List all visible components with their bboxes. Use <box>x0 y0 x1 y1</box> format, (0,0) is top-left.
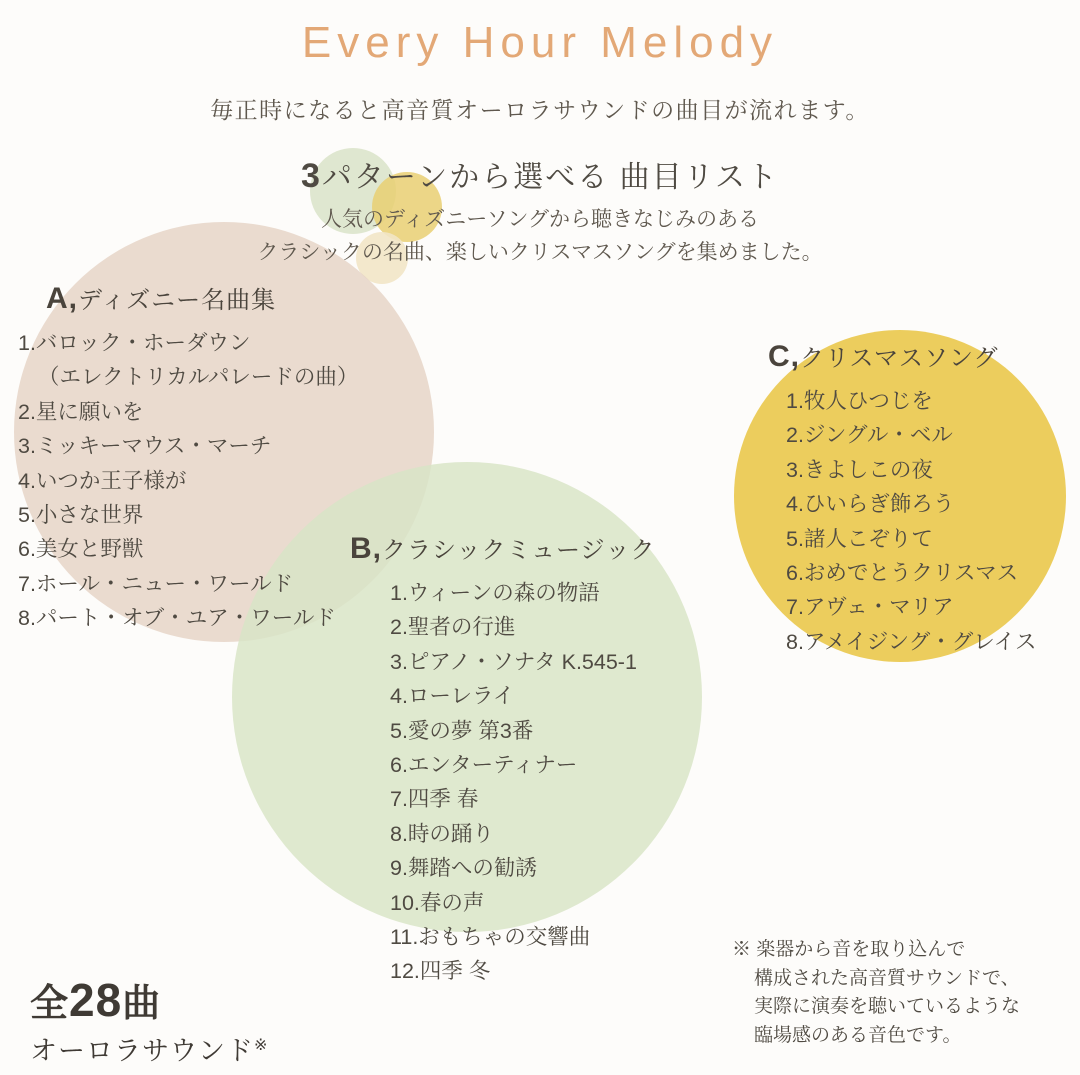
list-item: 12.四季 冬 <box>390 959 491 984</box>
section-title-number: 3 <box>300 157 322 195</box>
total-sound-label <box>30 1029 268 1068</box>
list-item: 8.パート・オブ・ユア・ワールド <box>18 606 336 631</box>
list-item: 11.おもちゃの交響曲 <box>390 924 591 949</box>
list-item: 5.小さな世界 <box>18 502 144 527</box>
total-prefix: 全 <box>30 983 70 1025</box>
page-title: Every Hour Melody <box>301 18 779 67</box>
list-item: 7.ホール・ニュー・ワールド <box>18 571 294 596</box>
list-item: 4.ひいらぎ飾ろう <box>786 492 955 517</box>
group-a-list <box>18 326 358 636</box>
list-item: 8.時の踊り <box>390 821 494 846</box>
footnote <box>732 936 1062 1050</box>
group-b <box>350 530 656 989</box>
list-item: 4.いつか王子様が <box>18 468 187 493</box>
section-title <box>0 152 1080 196</box>
list-item: 3.ミッキーマウス・マーチ <box>18 434 272 459</box>
list-item: 2.聖者の行進 <box>390 615 516 640</box>
group-c-title: クリスマスソング <box>800 345 999 372</box>
list-item: 9.舞踏への勧誘 <box>390 856 537 881</box>
list-item: 10.春の声 <box>390 890 485 915</box>
footnote-line: 実際に演奏を聴いているような <box>754 996 1021 1017</box>
list-item: 1.バロック・ホーダウン <box>18 331 251 355</box>
group-b-letter: B, <box>350 532 382 565</box>
list-item: 5.諸人こぞりて <box>786 526 933 551</box>
page-subtitle: 毎正時になると高音質オーロラサウンドの曲目が流れます。 <box>210 97 870 123</box>
asterisk-mark: ※ <box>254 1037 269 1054</box>
footnote-line: 臨場感のある音色です。 <box>754 1024 962 1046</box>
group-c <box>768 338 1036 659</box>
list-item: 1.牧人ひつじを <box>786 389 933 413</box>
lead-line-2: クラシックの名曲、楽しいクリスマスソングを集めました。 <box>257 240 823 264</box>
list-item: 6.エンターティナー <box>390 752 578 777</box>
group-c-letter: C, <box>768 340 800 373</box>
footnote-line: 構成された高音質サウンドで、 <box>754 967 1020 989</box>
total-number: 28 <box>69 974 123 1026</box>
group-c-list <box>768 384 1036 659</box>
footnote-line: ※ 楽器から音を取り込んで <box>732 939 966 960</box>
list-item: 6.美女と野獣 <box>18 537 144 562</box>
group-b-list <box>350 576 656 989</box>
list-item: （エレクトリカルパレードの曲） <box>38 365 359 390</box>
lead-line-1: 人気のディズニーソングから聴きなじみのある <box>320 208 760 231</box>
total-count-line <box>30 972 268 1027</box>
list-item: 2.星に願いを <box>18 399 144 424</box>
list-item: 5.愛の夢 第3番 <box>390 718 534 743</box>
list-item: 1.ウィーンの森の物語 <box>390 581 600 605</box>
list-item: 6.おめでとうクリスマス <box>786 560 1019 585</box>
group-a-letter: A, <box>46 282 78 315</box>
list-item: 7.四季 春 <box>390 787 479 812</box>
total-sound-text: オーロラサウンド <box>30 1036 254 1066</box>
list-item: 3.きよしこの夜 <box>786 457 933 482</box>
list-item: 2.ジングル・ベル <box>786 423 953 448</box>
list-item: 3.ピアノ・ソナタ K.545-1 <box>390 649 637 674</box>
list-item: 8.アメイジング・グレイス <box>786 629 1037 654</box>
group-b-title: クラシックミュージック <box>382 537 656 564</box>
section-title-text: パターンから選べる 曲目リスト <box>321 161 780 194</box>
group-b-heading <box>350 530 656 566</box>
group-a-heading <box>18 280 358 316</box>
total-suffix: 曲 <box>122 983 162 1025</box>
total-count <box>30 972 268 1068</box>
group-a <box>18 280 358 636</box>
list-item: 4.ローレライ <box>390 684 515 709</box>
lead-text <box>0 204 1080 269</box>
group-c-heading <box>768 338 1036 374</box>
list-item: 7.アヴェ・マリア <box>786 595 954 620</box>
group-a-title: ディズニー名曲集 <box>78 287 277 314</box>
